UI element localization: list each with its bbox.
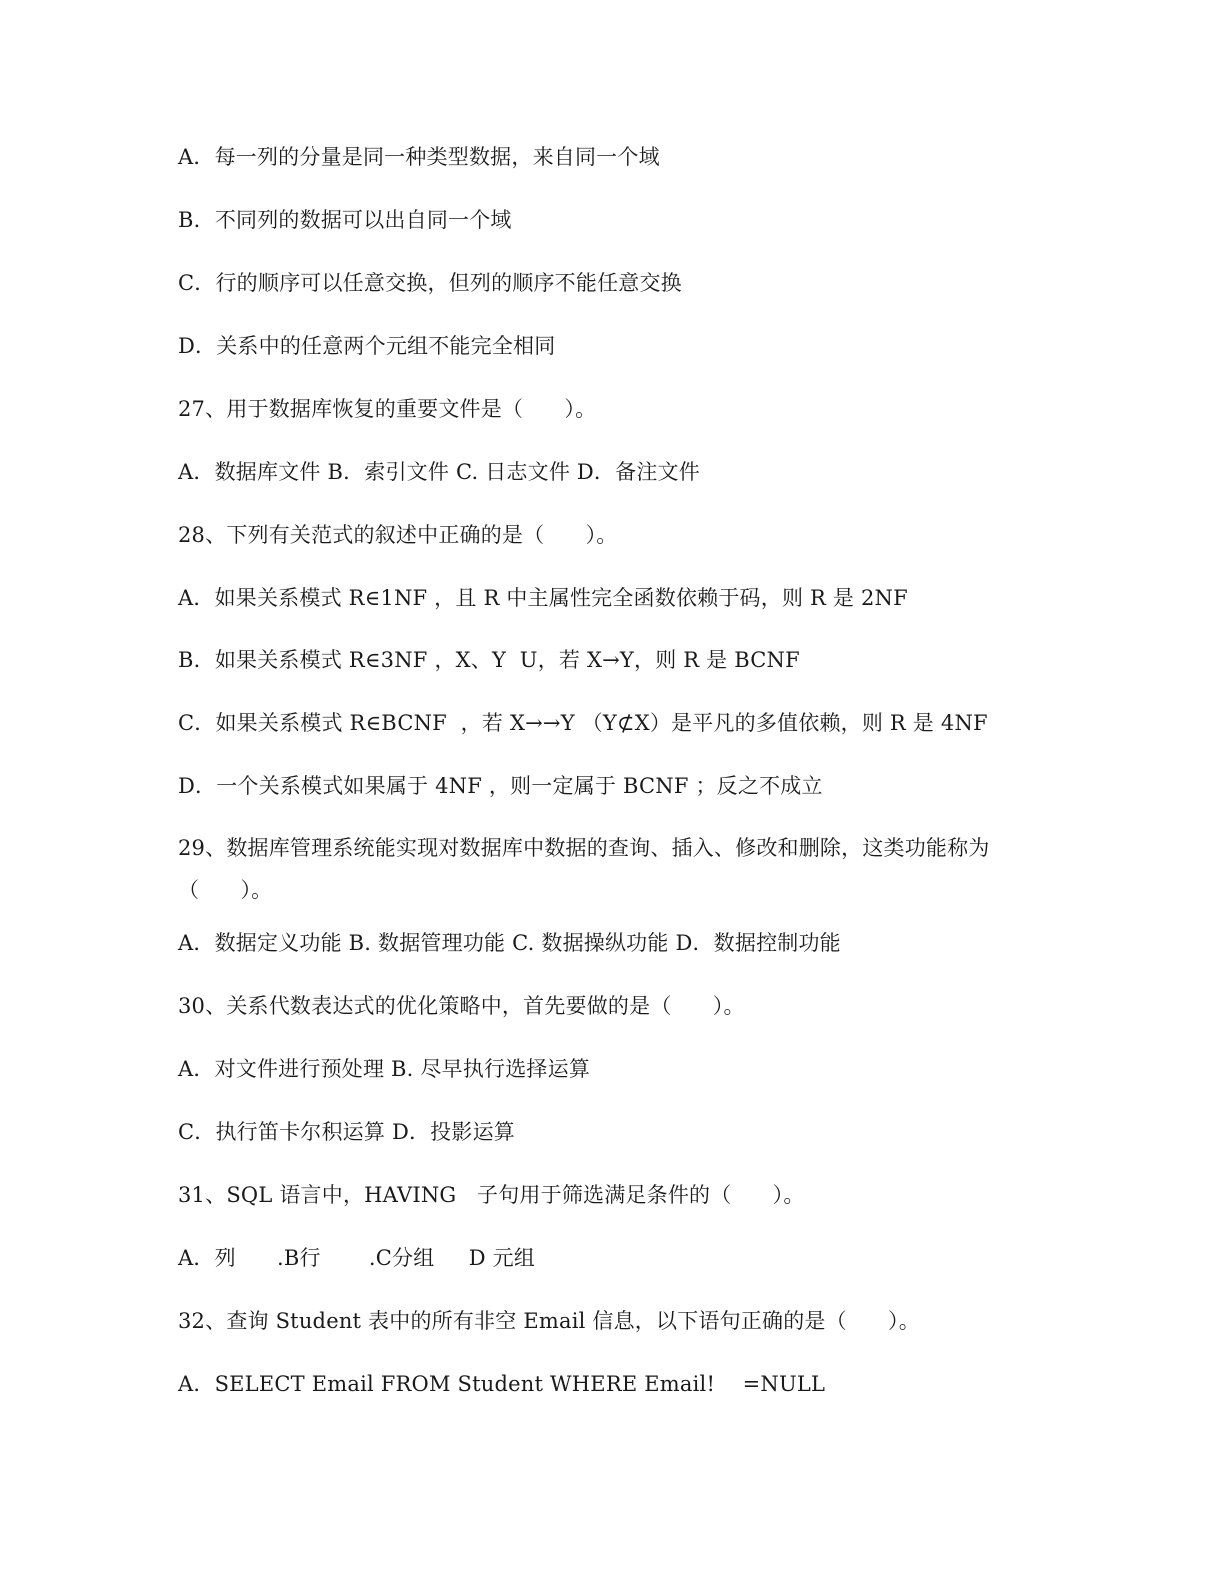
options-30-cd: C．执行笛卡尔积运算 D．投影运算 <box>178 1120 515 1144</box>
question-29: 29、数据库管理系统能实现对数据库中数据的查询、插入、修改和删除，这类功能称为 <box>178 836 990 860</box>
option-28-b: B．如果关系模式 R∈3NF ，X、Y U，若 X→Y，则 R 是 BCNF <box>178 648 800 672</box>
options-29: A．数据定义功能 B. 数据管理功能 C. 数据操纵功能 D．数据控制功能 <box>178 931 841 955</box>
question-29-continuation: （ ）。 <box>178 878 273 902</box>
option-26-d: D．关系中的任意两个元组不能完全相同 <box>178 334 556 358</box>
option-28-d: D．一个关系模式如果属于 4NF ，则一定属于 BCNF ；反之不成立 <box>178 774 823 798</box>
options-31: A．列 .B行 .C分组 D 元组 <box>178 1246 536 1270</box>
option-28-c: C．如果关系模式 R∈BCNF ，若 X→→Y （Y⊄X）是平凡的多值依赖，则 R 是 4NF <box>178 711 988 735</box>
question-28: 28、下列有关范式的叙述中正确的是（ ）。 <box>178 523 618 547</box>
option-28-a: A．如果关系模式 R∈1NF ，且 R 中主属性完全函数依赖于码，则 R 是 2NF <box>178 586 908 610</box>
options-27: A．数据库文件 B．索引文件 C. 日志文件 D．备注文件 <box>178 460 700 484</box>
question-31: 31、SQL 语言中，HAVING 子句用于筛选满足条件的（ ）。 <box>178 1183 805 1207</box>
question-27: 27、用于数据库恢复的重要文件是（ ）。 <box>178 397 597 421</box>
option-32-a: A．SELECT Email FROM Student WHERE Email! =NULL <box>178 1372 826 1396</box>
question-30: 30、关系代数表达式的优化策略中，首先要做的是（ ）。 <box>178 994 745 1018</box>
option-26-b: B．不同列的数据可以出自同一个域 <box>178 208 512 232</box>
question-32: 32、查询 Student 表中的所有非空 Email 信息，以下语句正确的是（ ）。 <box>178 1309 920 1333</box>
option-26-a: A．每一列的分量是同一种类型数据，来自同一个域 <box>178 145 660 169</box>
option-26-c: C．行的顺序可以任意交换，但列的顺序不能任意交换 <box>178 271 682 295</box>
options-30-ab: A．对文件进行预处理 B. 尽早执行选择运算 <box>178 1057 591 1081</box>
